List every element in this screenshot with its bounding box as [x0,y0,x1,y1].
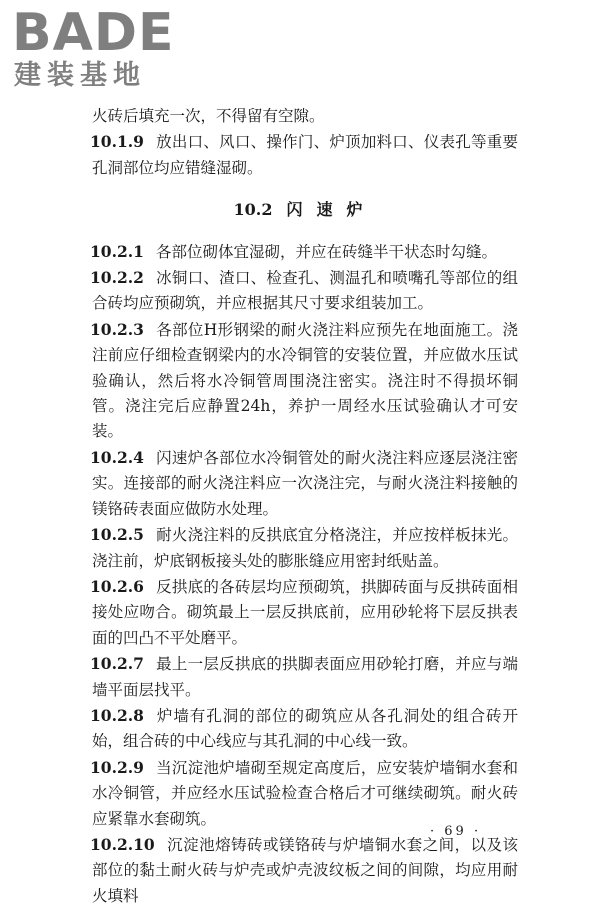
clause-number: 10.2.8 [90,705,144,725]
clause-10-2-3 [92,317,518,445]
section-number: 10.2 [233,200,273,220]
clause-10-2-6 [92,574,518,651]
clause-number: 10.1.9 [90,132,144,152]
clause-10-2-8 [92,703,518,755]
section-heading [92,197,518,222]
page-number: · 69 · [430,824,482,839]
clause-text: 当沉淀池炉墙砌至规定高度后，应安装炉墙铜水套和水冷铜管，并应经水压试验检查合格后才可继续砌筑。耐火砖应紧靠水套砌筑。 [92,758,518,828]
clause-text: 放出口、风口、操作门、炉顶加料口、仪表孔等重要孔洞部位均应错缝湿砌。 [92,133,518,177]
clause-10-2-4 [92,445,518,522]
bade-logo [12,3,182,98]
clause-text: 最上一层反拱底的拱脚表面应用砂轮打磨，并应与端墙平面层找平。 [92,655,518,699]
section-title: 闪速炉 [286,200,377,220]
clause-10-2-7 [92,651,518,703]
clause-text: 耐火浇注料的反拱底宜分格浇注，并应按样板抹光。浇注前，炉底钢板接头处的膨胀缝应用密封纸贴盖。 [92,526,518,570]
clause-number: 10.2.6 [90,576,144,596]
clause-10-2-5 [92,522,518,574]
clause-text: 各部位H形钢梁的耐火浇注料应预先在地面施工。浇注前应仔细检查钢梁内的水冷铜管的安装位置，并应做水压试验确认，然后将水冷铜管周围浇注密实。浇注时不得损坏铜管。浇注完后应静置24h，养护一周经水压试验确认才可安装。 [92,320,518,441]
clause-10-2-1 [92,239,518,265]
clause-10-2-10 [92,832,518,909]
clause-text: 冰铜口、渣口、检查孔、测温孔和喷嘴孔等部位的组合砖均应预砌筑，并应根据其尺寸要求组装加工。 [92,269,518,313]
clause-text: 沉淀池熔铸砖或镁铬砖与炉墙铜水套之间，以及该部位的黏土耐火砖与炉壳或炉壳波纹板之间的间隙，均应用耐火填料 [92,835,518,905]
clause-number: 10.2.2 [90,268,144,288]
logo-subtitle: 建装基地 [14,60,146,91]
clause-10-2-2 [92,265,518,317]
clause-10-2-9 [92,755,518,832]
carryover-paragraph: 火砖后填充一次，不得留有空隙。 [92,107,325,125]
clause-number: 10.2.7 [90,654,144,674]
clause-number: 10.2.9 [90,757,144,777]
clause-number: 10.2.10 [90,834,155,854]
page-body [92,104,518,909]
clause-10-1-9 [92,129,518,181]
clause-text: 闪速炉各部位水冷铜管处的耐火浇注料应逐层浇注密实。连接部的耐火浇注料应一次浇注完，与耐火浇注料接触的镁铬砖表面应做防水处理。 [92,448,518,518]
clause-number: 10.2.3 [90,319,144,339]
clause-text: 炉墙有孔洞的部位的砌筑应从各孔洞处的组合砖开始，组合砖的中心线应与其孔洞的中心线一致。 [92,706,518,751]
clause-number: 10.2.1 [90,241,144,261]
clause-text: 反拱底的各砖层均应预砌筑，拱脚砖面与反拱砖面相接处应吻合。砌筑最上一层反拱底前，应用砂轮将下层反拱表面的凹凸不平处磨平。 [92,577,518,647]
clause-text: 各部位砌体宜湿砌，并应在砖缝半干状态时勾缝。 [155,242,497,261]
logo-wordmark: BADE [12,3,175,63]
clause-number: 10.2.5 [90,525,144,545]
clause-number: 10.2.4 [90,447,144,467]
